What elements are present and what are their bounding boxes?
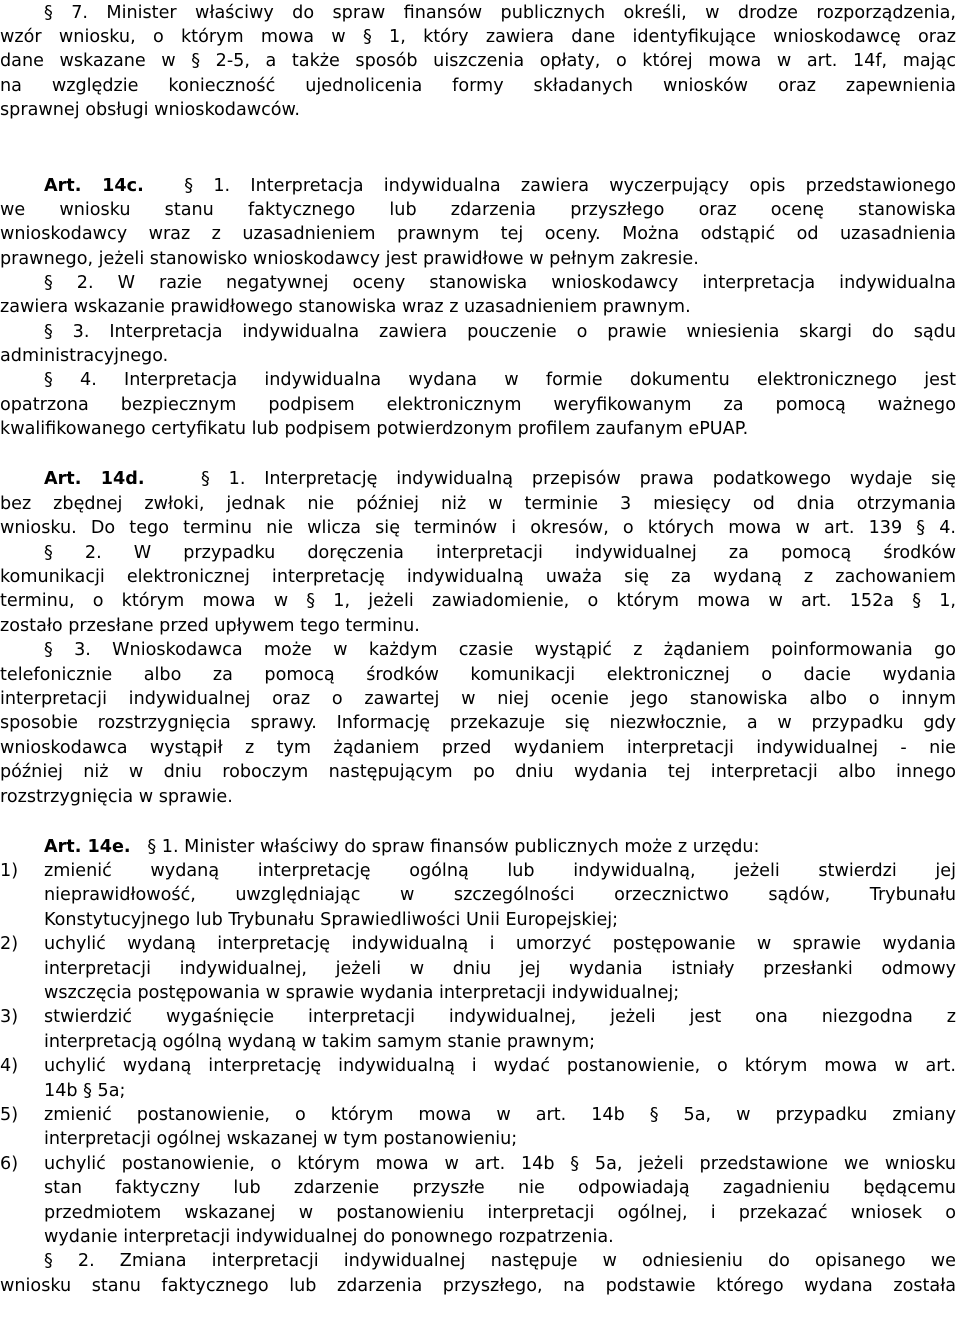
list-item: interpretacją ogólną wydaną w takim samym stanie prawnym; [44, 1032, 596, 1052]
text-line: kwalifikowanego certyfikatu lub podpisem potwierdzonym profilem zaufanym ePUAP. [0, 419, 749, 439]
list-item: interpretacji ogólnej wskazanej w tym postanowieniu; [44, 1129, 518, 1149]
list-number: 6) [0, 1154, 19, 1174]
list-item: przedmiotem wskazanej w postanowieniu interpretacji ogólnej, i przekazać wniosek o [44, 1203, 956, 1223]
list-item: 14b § 5a; [44, 1081, 126, 1101]
text-line: § 2. W razie negatywnej oceny stanowiska wnioskodawcy interpretacja indywidualna [44, 273, 956, 293]
text-line: wzór wniosku, o którym mowa w § 1, który zawiera dane identyfikujące wnioskodawcę oraz [0, 27, 956, 47]
list-number: 3) [0, 1007, 19, 1027]
text-line: § 4. Interpretacja indywidualna wydana w formie dokumentu elektronicznego jest [44, 370, 956, 390]
text-line: bez zbędnej zwłoki, jednak nie później niż w terminie 3 miesięcy od dnia otrzymania [0, 494, 956, 514]
list-item: stan faktyczny lub zdarzenie przyszłe nie odpowiadają zagadnieniu będącemu [44, 1178, 956, 1198]
text-line: we wniosku stanu faktycznego lub zdarzenia przyszłego oraz ocenę stanowiska [0, 200, 956, 220]
text-line: komunikacji elektronicznej interpretację indywidualną uważa się za wydaną z zachowaniem [0, 567, 956, 587]
text-line: na względzie konieczność ujednolicenia formy składanych wniosków oraz zapewnienia [0, 76, 956, 96]
text-line: później niż w dniu roboczym następującym po dniu wydania tej interpretacji albo innego [0, 762, 956, 782]
list-item: uchylić postanowienie, o którym mowa w art. 14b § 5a, jeżeli przedstawione we wniosku [44, 1154, 956, 1174]
text-line: dane wskazane w § 2-5, a także sposób uiszczenia opłaty, o której mowa w art. 14f, mając [0, 51, 956, 71]
article-heading: Art. 14c. [44, 176, 144, 196]
text-line: administracyjnego. [0, 346, 169, 366]
text-line: terminu, o którym mowa w § 1, jeżeli zawiadomienie, o którym mowa w art. 152a § 1, [0, 591, 956, 611]
text-line: sprawnej obsługi wnioskodawców. [0, 100, 300, 120]
article-14c-first-line [44, 174, 956, 198]
list-item: interpretacji indywidualnej, jeżeli w dniu jej wydania istniały przesłanki odmowy [44, 959, 956, 979]
text-line: rozstrzygnięcia w sprawie. [0, 787, 233, 807]
text-line: § 1. Interpretację indywidualną przepisów prawa podatkowego wydaje się [201, 469, 956, 489]
article-heading: Art. 14d. [44, 469, 145, 489]
article-heading: Art. 14e. [44, 837, 131, 857]
text-line: § 1. Minister właściwy do spraw finansów publicznych może z urzędu: [147, 837, 760, 857]
list-number: 2) [0, 934, 19, 954]
text-line: § 1. Interpretacja indywidualna zawiera wyczerpujący opis przedstawionego [184, 176, 956, 196]
text-line: opatrzona bezpiecznym podpisem elektronicznym weryfikowanym za pomocą ważnego [0, 395, 956, 415]
text-line: § 3. Interpretacja indywidualna zawiera pouczenie o prawie wniesienia skargi do sądu [44, 322, 956, 342]
article-14d-first-line [44, 467, 956, 491]
list-item: zmienić postanowienie, o którym mowa w art. 14b § 5a, w przypadku zmiany [44, 1105, 956, 1125]
text-line: § 2. Zmiana interpretacji indywidualnej następuje w odniesieniu do opisanego we [44, 1251, 956, 1271]
list-item: stwierdzić wygaśnięcie interpretacji indywidualnej, jeżeli jest ona niezgodna z [44, 1007, 956, 1027]
list-number: 4) [0, 1056, 19, 1076]
text-line: § 3. Wnioskodawca może w każdym czasie wystąpić z żądaniem poinformowania go [44, 640, 956, 660]
text-line: wnioskodawca wystąpił z tym żądaniem przed wydaniem interpretacji indywidualnej - nie [0, 738, 956, 758]
list-item: uchylić wydaną interpretację indywidualną i umorzyć postępowanie w sprawie wydania [44, 934, 956, 954]
list-item: wszczęcia postępowania w sprawie wydania interpretacji indywidualnej; [44, 983, 680, 1003]
article-14e-first-line [44, 835, 956, 859]
text-line: sposobie rozstrzygnięcia sprawy. Informację przekazuje się niezwłocznie, a w przypadku gdy [0, 713, 956, 733]
text-line: § 2. W przypadku doręczenia interpretacji indywidualnej za pomocą środków [44, 543, 956, 563]
text-line: wnioskodawcy wraz z uzasadnieniem prawnym tej oceny. Można odstąpić od uzasadnienia [0, 224, 956, 244]
list-item: zmienić wydaną interpretację ogólną lub indywidualną, jeżeli stwierdzi jej [44, 861, 956, 881]
text-line: § 7. Minister właściwy do spraw finansów publicznych określi, w drodze rozporządzenia, [44, 3, 956, 23]
list-item: Konstytucyjnego lub Trybunału Sprawiedliwości Unii Europejskiej; [44, 910, 619, 930]
list-number: 1) [0, 861, 19, 881]
list-item: nieprawidłowość, uwzględniając w szczególności orzecznictwo sądów, Trybunału [44, 885, 956, 905]
list-number: 5) [0, 1105, 19, 1125]
text-line: zostało przesłane przed upływem tego terminu. [0, 616, 420, 636]
text-line: wniosku. Do tego terminu nie wlicza się terminów i okresów, o których mowa w art. 139 § 4. [0, 518, 956, 538]
text-line: prawnego, jeżeli stanowisko wnioskodawcy jest prawidłowe w pełnym zakresie. [0, 249, 699, 269]
text-line: interpretacji indywidualnej oraz o zawartej w niej ocenie jego stanowiska albo o innym [0, 689, 956, 709]
text-line: wniosku stanu faktycznego lub zdarzenia przyszłego, na podstawie którego wydana została [0, 1276, 956, 1296]
list-item: wydanie interpretacji indywidualnej do ponownego rozpatrzenia. [44, 1227, 614, 1247]
list-item: uchylić wydaną interpretację indywidualną i wydać postanowienie, o którym mowa w art. [44, 1056, 956, 1076]
text-line: telefonicznie albo za pomocą środków komunikacji elektronicznej o dacie wydania [0, 665, 956, 685]
text-line: zawiera wskazanie prawidłowego stanowiska wraz z uzasadnieniem prawnym. [0, 297, 691, 317]
